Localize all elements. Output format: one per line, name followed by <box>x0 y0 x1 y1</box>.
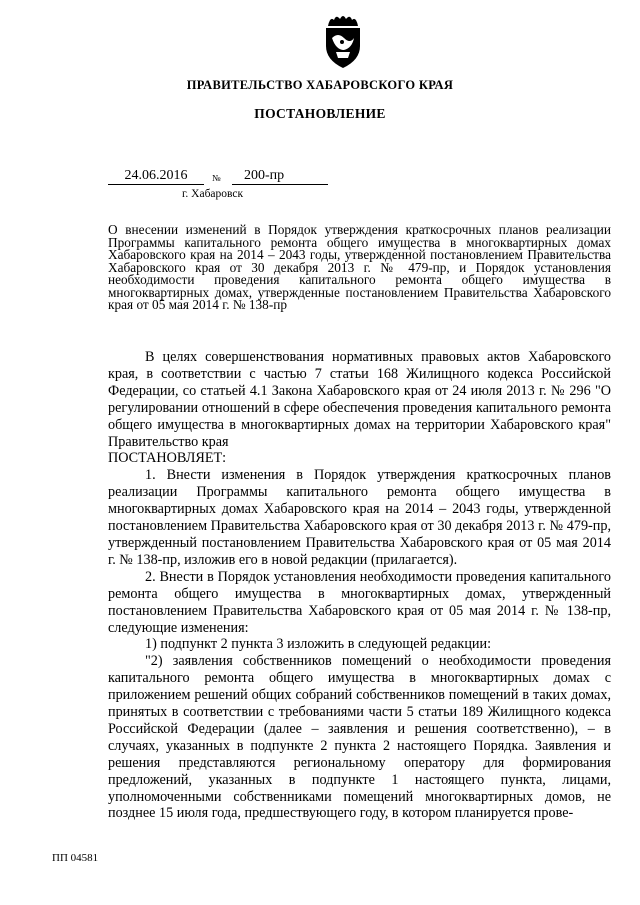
document-city: г. Хабаровск <box>182 188 244 200</box>
government-heading: ПРАВИТЕЛЬСТВО ХАБАРОВСКОГО КРАЯ <box>186 78 454 92</box>
item-1-paragraph: 1. Внести изменения в Порядок утверждения краткосрочных планов реализации Программы капитального ремонта общего имущества в многоквартирных домах Хабаровского края на 2014 – 2043 годы, утвержденной постановлением Правительства Хабаровского края от 30 декабря 2013 г. № 479-пр, утвержденный постановлением Правительства Хабаровского края от 05 мая 2014 г. № 138-пр, изложив его в новой редакции (прилагается). <box>108 467 611 568</box>
preamble-paragraph: В целях совершенствования нормативных правовых актов Хабаровского края, в соответствии с частью 7 статьи 168 Жилищного кодекса Российской Федерации, со статьей 4.1 Закона Хабаровского края от 24 июля 2013 г. № 296 "О регулировании отношений в сфере обеспечения проведения капитального ремонта общего имущества в многоквартирных домах на территории Хабаровского края" Правительство края <box>108 349 611 450</box>
item-2-1-text-paragraph: "2) заявления собственников помещений о необходимости проведения капитального ремонта общего имущества в многоквартирных домах с приложением решений общих собраний собственников помещений в таких домах, принятых в соответствии с требованиями части 5 статьи 189 Жилищного кодекса Российской Федерации (далее – заявления и решения соответственно), – в случаях, указанных в подпункте 2 пункта 2 настоящего Порядка. Заявления и решения представляются региональному оператору для формирования предложений, указанных в подпункте 1 настоящего пункта, лицами, уполномоченными собственниками помещений многоквартирных домов, не позднее 15 июля года, предшествующего году, в котором планируется прове- <box>108 653 611 822</box>
item-2-1-paragraph: 1) подпункт 2 пункта 3 изложить в следующей редакции: <box>145 636 492 653</box>
document-date: 24.06.2016 <box>108 168 204 185</box>
khabarovsk-coat-of-arms-icon <box>320 12 366 72</box>
item-2-paragraph: 2. Внести в Порядок установления необходимости проведения капитального ремонта общего имущества в многоквартирных домах, утвержденный постановлением Правительства Хабаровского края от 05 мая 2014 г. № 138-пр, следующие изменения: <box>108 568 611 636</box>
document-body <box>108 349 611 822</box>
document-type: ПОСТАНОВЛЕНИЕ <box>254 106 386 121</box>
document-code: ПП 04581 <box>52 852 99 864</box>
number-sign: № <box>212 173 221 183</box>
resolves-heading: ПОСТАНОВЛЯЕТ: <box>108 450 227 467</box>
document-title: О внесении изменений в Порядок утверждения краткосрочных планов реализации Программы капитального ремонта общего имущества в многоквартирных домах Хабаровского края на 2014 – 2043 годы, утвержденной постановлением Правительства Хабаровского края от 30 декабря 2013 г. № 479-пр, и Порядок установления необходимости проведения капитального ремонта общего имущества в многоквартирных домах, утвержденные постановлением Правительства Хабаровского края от 05 мая 2014 г. № 138-пр <box>108 222 611 312</box>
document-number: 200-пр <box>232 168 328 185</box>
